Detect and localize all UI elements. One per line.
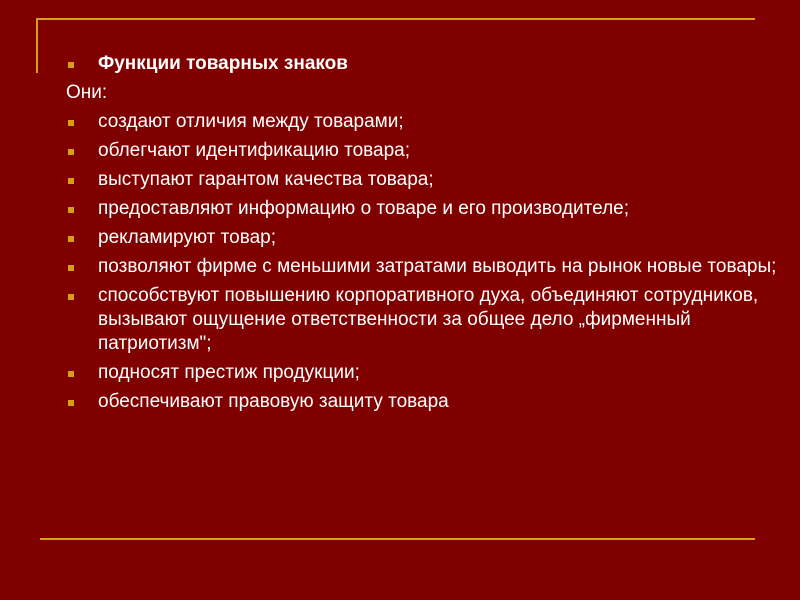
list-item-text: позволяют фирме с меньшими затратами выводить на рынок новые товары;	[98, 256, 777, 277]
intro-text: Они:	[66, 82, 108, 103]
square-bullet-icon	[68, 371, 74, 377]
list-item-text: облегчают идентификацию товара;	[98, 140, 411, 161]
list-item	[66, 284, 781, 356]
square-bullet-icon	[68, 294, 74, 300]
square-bullet-icon	[68, 178, 74, 184]
decorative-top-line	[36, 18, 755, 20]
intro-row	[66, 81, 781, 105]
list-item	[66, 168, 781, 192]
list-item-text: предоставляют информацию о товаре и его производителе;	[98, 198, 629, 219]
list-item-text: обеспечивают правовую защиту товара	[98, 391, 449, 412]
square-bullet-icon	[68, 265, 74, 271]
slide-content	[66, 52, 781, 419]
list-item-text: создают отличия между товарами;	[98, 111, 404, 132]
list-item	[66, 197, 781, 221]
square-bullet-icon	[68, 400, 74, 406]
list-item-text: рекламируют товар;	[98, 227, 277, 248]
list-item-text: подносят престиж продукции;	[98, 362, 360, 383]
square-bullet-icon	[68, 207, 74, 213]
heading-row	[66, 52, 781, 76]
decorative-bottom-line	[40, 538, 755, 540]
list-item	[66, 110, 781, 134]
list-item	[66, 139, 781, 163]
square-bullet-icon	[68, 236, 74, 242]
list-item	[66, 361, 781, 385]
slide-heading: Функции товарных знаков	[98, 53, 348, 74]
list-item	[66, 255, 781, 279]
list-item-text: выступают гарантом качества товара;	[98, 169, 434, 190]
square-bullet-icon	[68, 62, 74, 68]
list-item	[66, 226, 781, 250]
square-bullet-icon	[68, 120, 74, 126]
square-bullet-icon	[68, 149, 74, 155]
decorative-left-line	[36, 18, 38, 73]
list-item-text: способствуют повышению корпоративного духа, объединяют сотрудников, вызывают ощущение ответственности за общее дело „фирменный патриотизм";	[98, 285, 759, 354]
list-item	[66, 390, 781, 414]
